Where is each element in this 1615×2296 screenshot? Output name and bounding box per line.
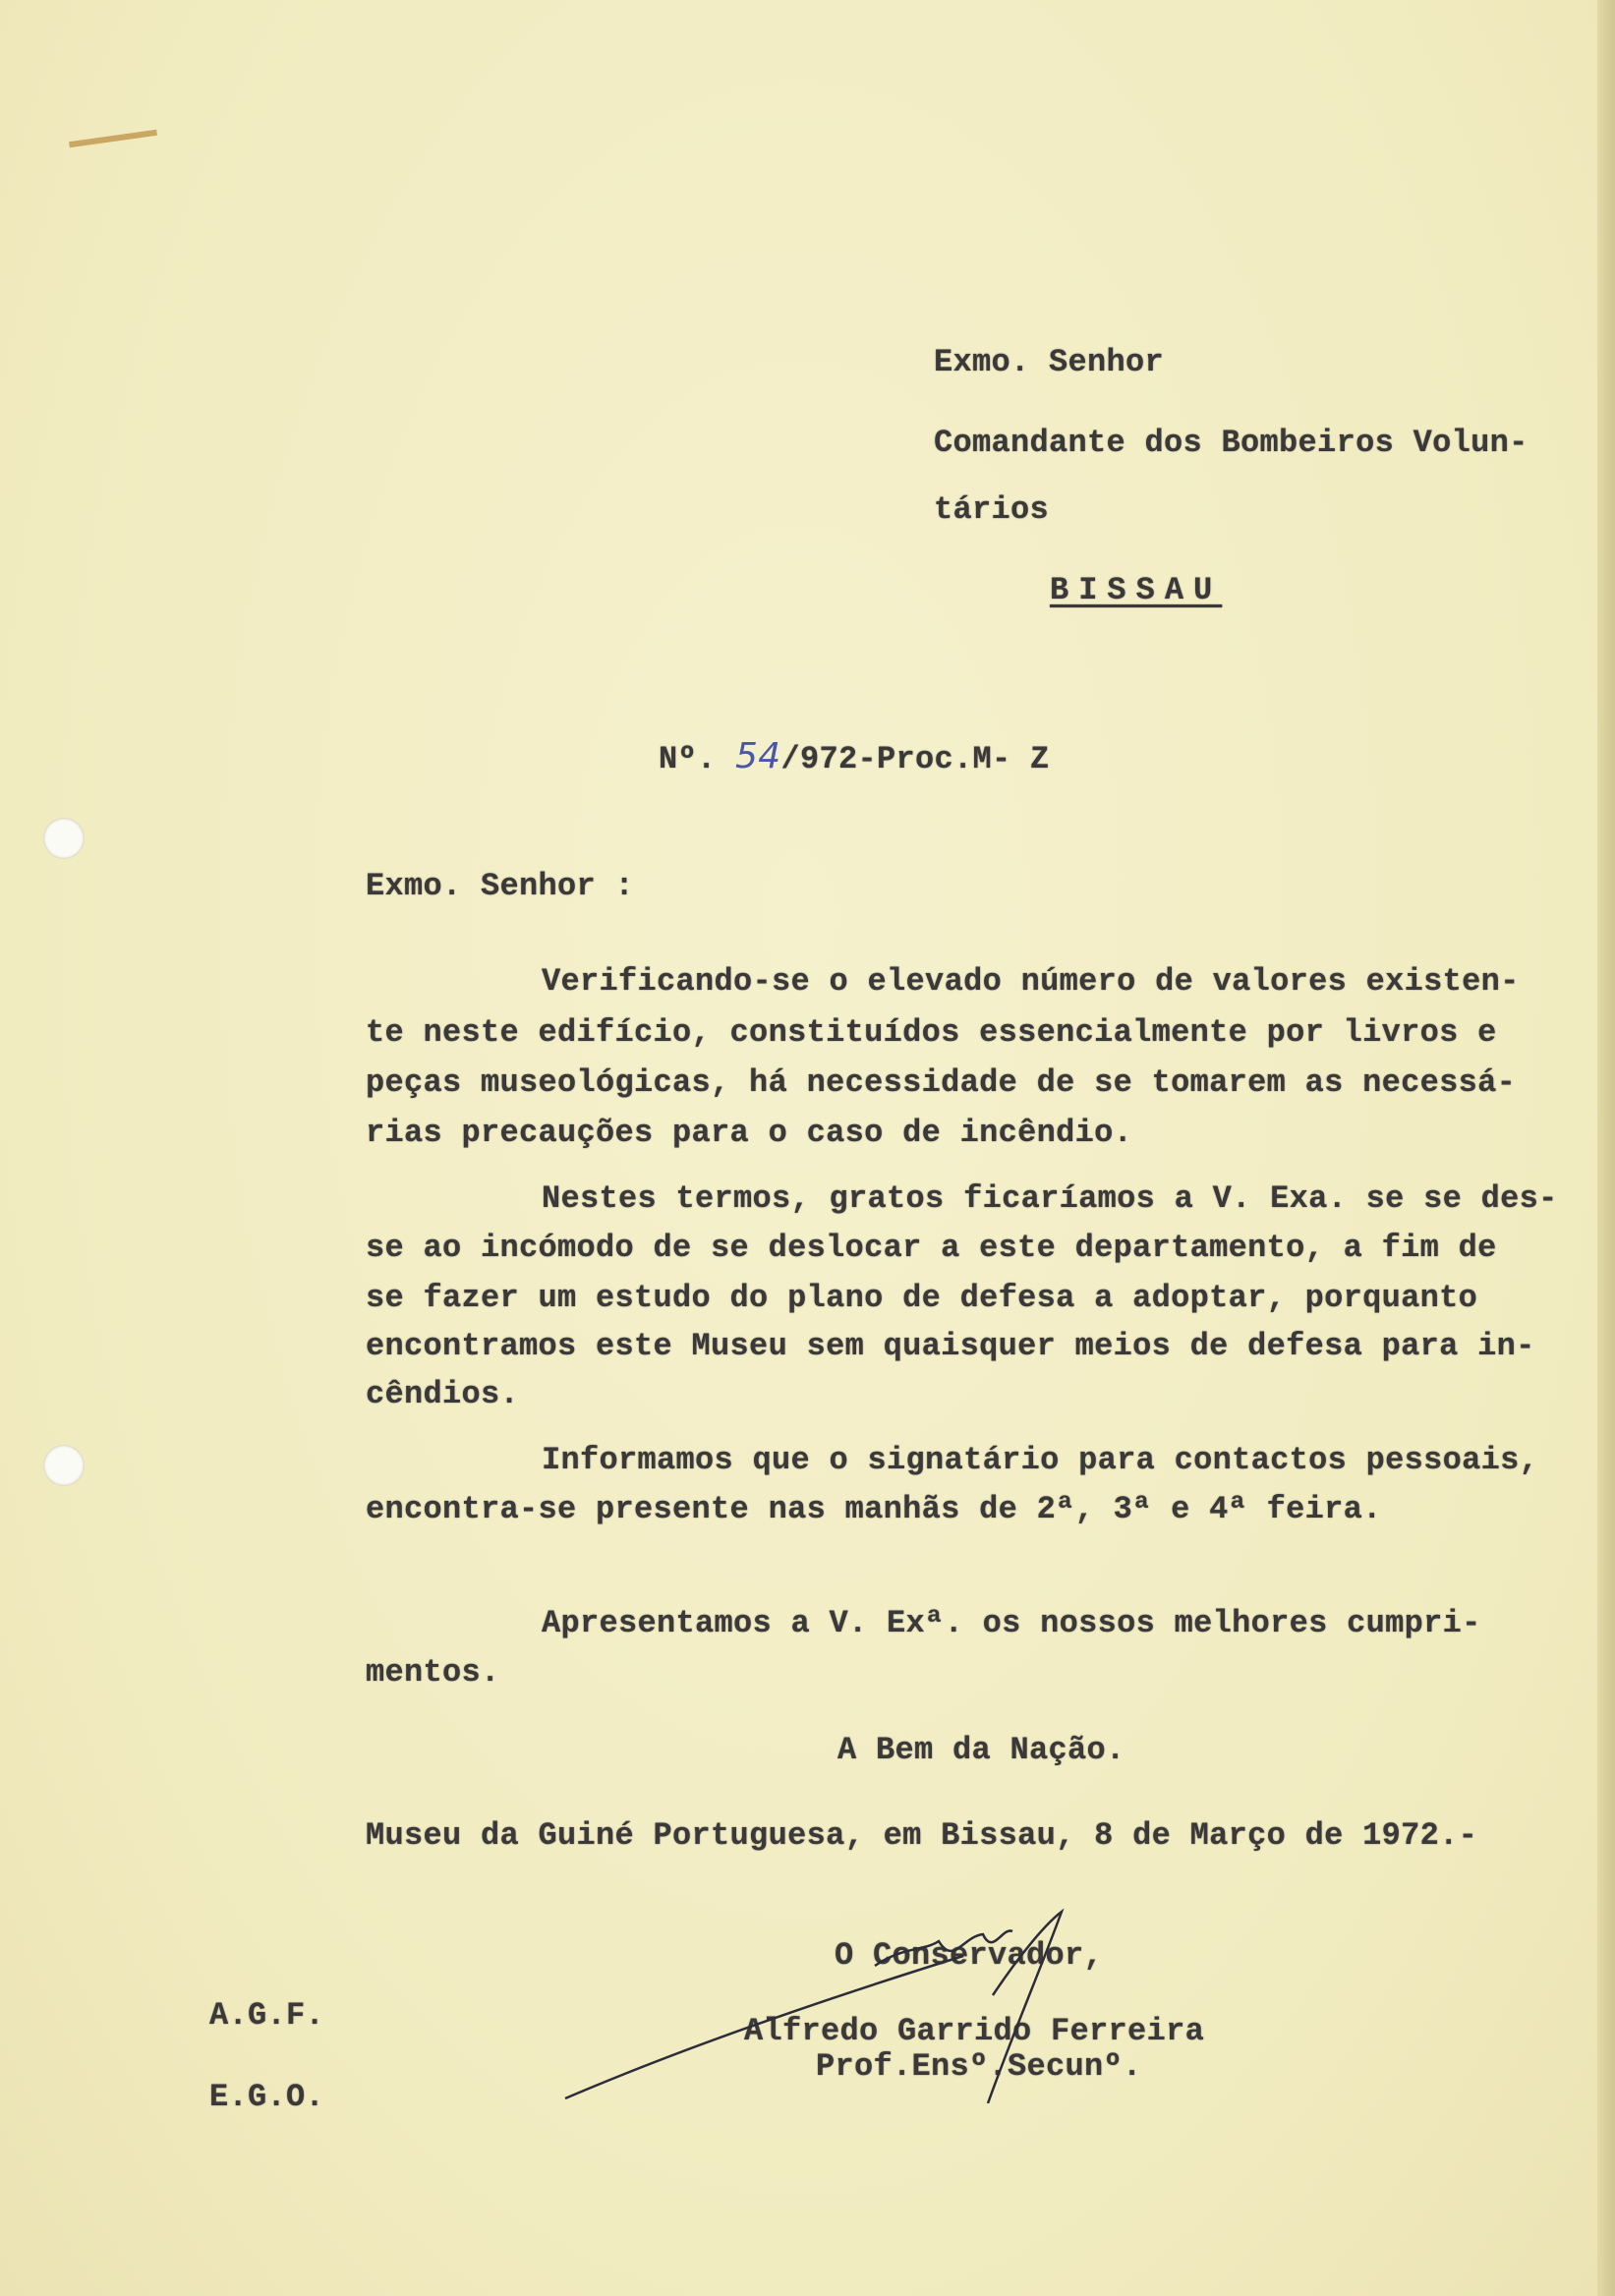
- body-line: encontramos este Museu sem quaisquer meios de defesa para in-: [366, 1328, 1535, 1364]
- body-line: peças museológicas, há necessidade de se tomarem as necessá-: [366, 1064, 1517, 1101]
- reference-suffix: /972-Proc.M- Z: [780, 741, 1050, 777]
- initials: E.G.O.: [209, 2079, 325, 2115]
- closing: A Bem da Nação.: [837, 1732, 1125, 1768]
- reference-number: [659, 736, 1050, 777]
- reference-prefix: Nº.: [659, 741, 717, 777]
- body-line: te neste edifício, constituídos essencialmente por livros e: [366, 1014, 1497, 1051]
- body-line: mentos.: [366, 1654, 500, 1691]
- body-line: Informamos que o signatário para contactos pessoais,: [542, 1442, 1539, 1478]
- addressee-line1: Comandante dos Bombeiros Volun-: [934, 425, 1528, 461]
- signatory-name: Alfredo Garrido Ferreira: [744, 2013, 1205, 2049]
- addressee-city: BISSAU: [1050, 572, 1223, 608]
- initials: A.G.F.: [209, 1997, 325, 2034]
- signatory-position: Prof.Ensº.Secunº.: [816, 2048, 1142, 2085]
- place-date: Museu da Guiné Portuguesa, em Bissau, 8 de Março de 1972.-: [366, 1817, 1478, 1854]
- body-line: rias precauções para o caso de incêndio.: [366, 1115, 1133, 1151]
- handwritten-signature: [550, 1907, 1104, 2103]
- punch-hole: [43, 1445, 85, 1486]
- greeting: Exmo. Senhor :: [366, 868, 635, 904]
- addressee-line2: tários: [934, 491, 1050, 528]
- body-line: se ao incómodo de se deslocar a este departamento, a fim de: [366, 1230, 1497, 1266]
- signature-title: O Conservador,: [835, 1937, 1104, 1974]
- body-line: Apresentamos a V. Exª. os nossos melhores cumpri-: [542, 1605, 1481, 1641]
- body-line: encontra-se presente nas manhãs de 2ª, 3ª e 4ª feira.: [366, 1491, 1382, 1527]
- handwritten-number: 54: [735, 736, 781, 776]
- body-line: Nestes termos, gratos ficaríamos a V. Exa. se se des-: [542, 1180, 1558, 1217]
- body-line: cêndios.: [366, 1376, 520, 1412]
- addressee-salutation: Exmo. Senhor: [934, 344, 1165, 380]
- body-line: se fazer um estudo do plano de defesa a adoptar, porquanto: [366, 1280, 1478, 1316]
- punch-hole: [43, 818, 85, 859]
- body-line: Verificando-se o elevado número de valores existen-: [542, 963, 1520, 1000]
- paper-edge: [1597, 0, 1615, 2296]
